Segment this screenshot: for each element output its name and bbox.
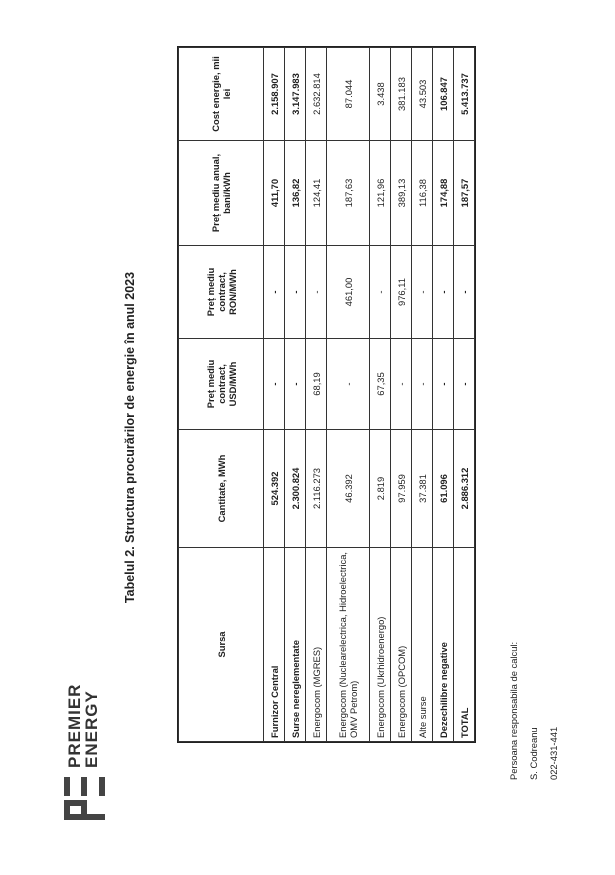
table-cell: 106.847: [433, 48, 454, 141]
table-cell: 68,19: [306, 339, 327, 430]
table-cell: -: [370, 246, 391, 339]
table-cell: -: [454, 246, 475, 339]
table-cell: -: [327, 339, 370, 430]
table-cell: -: [264, 246, 285, 339]
table-cell: -: [433, 246, 454, 339]
logo-line-2: ENERGY: [82, 690, 101, 768]
table-cell: -: [433, 339, 454, 430]
responsible-label: Persoana responsabila de calcul:: [508, 641, 519, 780]
table-cell-source: Energocom (Ukrhidroenergo): [370, 548, 391, 742]
premier-energy-logo-icon: [62, 775, 107, 820]
header-quantity: Cantitate, MWh: [179, 430, 264, 548]
table-cell: 411,70: [264, 141, 285, 246]
table-row: [454, 48, 475, 742]
table-cell: 2.886.312: [454, 430, 475, 548]
table-cell-source: Furnizor Central: [264, 548, 285, 742]
table-row: [391, 48, 412, 742]
table-cell: 116,38: [412, 141, 433, 246]
table-cell-source: Energocom (Nuclearelectrica, Hidroelectrica, OMV Petrom): [327, 548, 370, 742]
table-row: [264, 48, 285, 742]
responsible-phone: 022-431-441: [548, 726, 559, 780]
table-cell: -: [391, 339, 412, 430]
header-source: Sursa: [179, 548, 264, 742]
table-row: [433, 48, 454, 742]
table-cell: 67,35: [370, 339, 391, 430]
table-header-row: [179, 48, 264, 742]
table-cell: -: [412, 246, 433, 339]
table-cell: 136,82: [285, 141, 306, 246]
table-cell: 2.819: [370, 430, 391, 548]
table-cell: 5.413.737: [454, 48, 475, 141]
table-row: [370, 48, 391, 742]
table-cell: 389,13: [391, 141, 412, 246]
table-cell: 976,11: [391, 246, 412, 339]
table-cell-source: Surse nereglementate: [285, 548, 306, 742]
procurement-table: [178, 47, 475, 742]
table-cell: 61.096: [433, 430, 454, 548]
header-price-ron: Preț mediu contract, RON/MWh: [179, 246, 264, 339]
responsible-person: [504, 642, 564, 780]
table-cell: -: [285, 246, 306, 339]
header-cost: Cost energie, mii lei: [179, 48, 264, 141]
table-cell-source: Energocom (MGRES): [306, 548, 327, 742]
logo-line-1: PREMIER: [65, 683, 84, 768]
table-cell-source: Alte surse: [412, 548, 433, 742]
table-cell-source: Dezechilibre negative: [433, 548, 454, 742]
table-cell: 124,41: [306, 141, 327, 246]
table-cell: 37.381: [412, 430, 433, 548]
responsible-name: S. Codreanu: [528, 727, 539, 780]
table-row: [327, 48, 370, 742]
table-cell: -: [412, 339, 433, 430]
table-cell: 97.959: [391, 430, 412, 548]
header-price-usd: Preț mediu contract, USD/MWh: [179, 339, 264, 430]
table-cell: 187,63: [327, 141, 370, 246]
header-price-annual: Preț mediu anual, bani/kWh: [179, 141, 264, 246]
table-cell: 121,96: [370, 141, 391, 246]
table-body: [264, 48, 475, 742]
table-cell: 524.392: [264, 430, 285, 548]
table-cell: 187,57: [454, 141, 475, 246]
table-cell: 2.158.907: [264, 48, 285, 141]
table-cell: -: [306, 246, 327, 339]
table-title: Tabelul 2. Structura procurărilor de energie în anul 2023: [123, 271, 137, 604]
table-cell: 174,88: [433, 141, 454, 246]
table-cell: 87.044: [327, 48, 370, 141]
table-cell: 2.632.814: [306, 48, 327, 141]
logo-wordmark: [66, 684, 100, 768]
table-cell: 2.300.824: [285, 430, 306, 548]
table-row: [285, 48, 306, 742]
table-row: [306, 48, 327, 742]
table-cell: -: [454, 339, 475, 430]
table-cell: 43.503: [412, 48, 433, 141]
table-cell-source: TOTAL: [454, 548, 475, 742]
table-cell: 3.147.983: [285, 48, 306, 141]
table-cell: 46.392: [327, 430, 370, 548]
table-cell: 461,00: [327, 246, 370, 339]
table-cell: 381.183: [391, 48, 412, 141]
table-row: [412, 48, 433, 742]
table-cell: -: [285, 339, 306, 430]
table-cell: 3.438: [370, 48, 391, 141]
table-cell: -: [264, 339, 285, 430]
table-cell-source: Energocom (OPCOM): [391, 548, 412, 742]
table-cell: 2.116.273: [306, 430, 327, 548]
